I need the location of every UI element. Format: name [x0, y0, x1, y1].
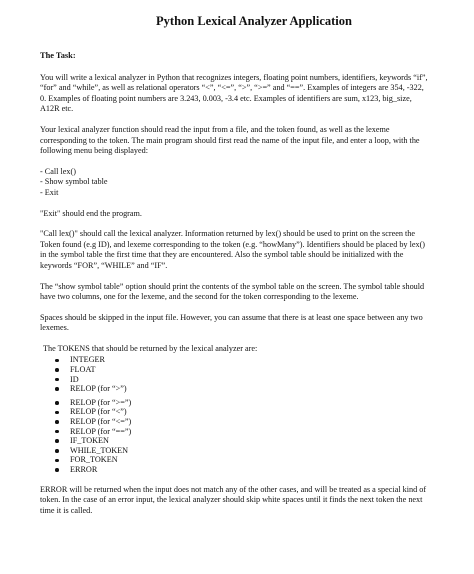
document-title: Python Lexical Analyzer Application	[156, 14, 352, 28]
paragraph-error: ERROR will be returned when the input does not match any of the other cases, and will be treated as a special kind of token. In the case of an error input, the lexical analyzer should skip white spaces until it finds the next token the next time it is called.	[40, 484, 427, 515]
menu-option-exit: - Exit	[40, 187, 59, 197]
token-item: ERROR	[70, 465, 432, 475]
token-item: ID	[70, 375, 432, 385]
token-item: RELOP (for “>=”)	[70, 398, 432, 408]
menu-option-call-lex: - Call lex()	[40, 166, 76, 176]
token-item: RELOP (for “<”)	[70, 407, 432, 417]
paragraph-exit: "Exit" should end the program.	[40, 208, 142, 218]
token-item: FLOAT	[70, 365, 432, 375]
paragraph-intro: You will write a lexical analyzer in Python that recognizes integers, floating point numbers, identifiers, keywords “if”, “for” and “while”, as well as relational operators “<”, “<=”, “>”, “>=” and “==”. Examples of integers are 354, -322, 0. Examples of floating point numbers are 3.243, 0.003, -3.4 etc. Examples of identifiers are sum, x123, big_size, A12R etc.	[40, 72, 428, 114]
token-item: INTEGER	[70, 355, 432, 365]
tokens-list	[40, 355, 432, 474]
token-item: RELOP (for “==”)	[70, 427, 432, 437]
tokens-list-title: The TOKENS that should be returned by the lexical analyzer are:	[43, 343, 258, 353]
menu-options-list	[40, 167, 432, 199]
token-item: WHILE_TOKEN	[70, 446, 432, 456]
token-item: RELOP (for “<=”)	[70, 417, 432, 427]
token-item: RELOP (for “>”)	[70, 384, 432, 394]
token-item: IF_TOKEN	[70, 436, 432, 446]
menu-option-show-symbol-table: - Show symbol table	[40, 177, 108, 187]
token-item: FOR_TOKEN	[70, 455, 432, 465]
paragraph-spaces: Spaces should be skipped in the input file. However, you can assume that there is at least one space between any two lexemes.	[40, 312, 423, 333]
paragraph-call-lex: "Call lex()" should call the lexical analyzer. Information returned by lex() should be used to print on the screen the Token found (e.g ID), and lexeme corresponding to the token (e.g. “howMany”). Identifiers should be placed by lex() in the symbol table the first time that they are encountered. Also the symbol table should be initialized with the keywords “FOR”, “WHILE” and “IF”.	[40, 229, 426, 270]
paragraph-input-menu: Your lexical analyzer function should read the input from a file, and the token found, as well as the lexeme corresponding to the token. The main program should first read the name of the input file, and enter a loop, with the following menu being displayed:	[40, 124, 420, 156]
paragraph-symbol-table: The “show symbol table” option should print the contents of the symbol table on the screen. The symbol table should have two columns, one for the lexeme, and the second for the token corresponding to the lexeme.	[40, 281, 425, 302]
task-heading: The Task:	[40, 51, 76, 60]
